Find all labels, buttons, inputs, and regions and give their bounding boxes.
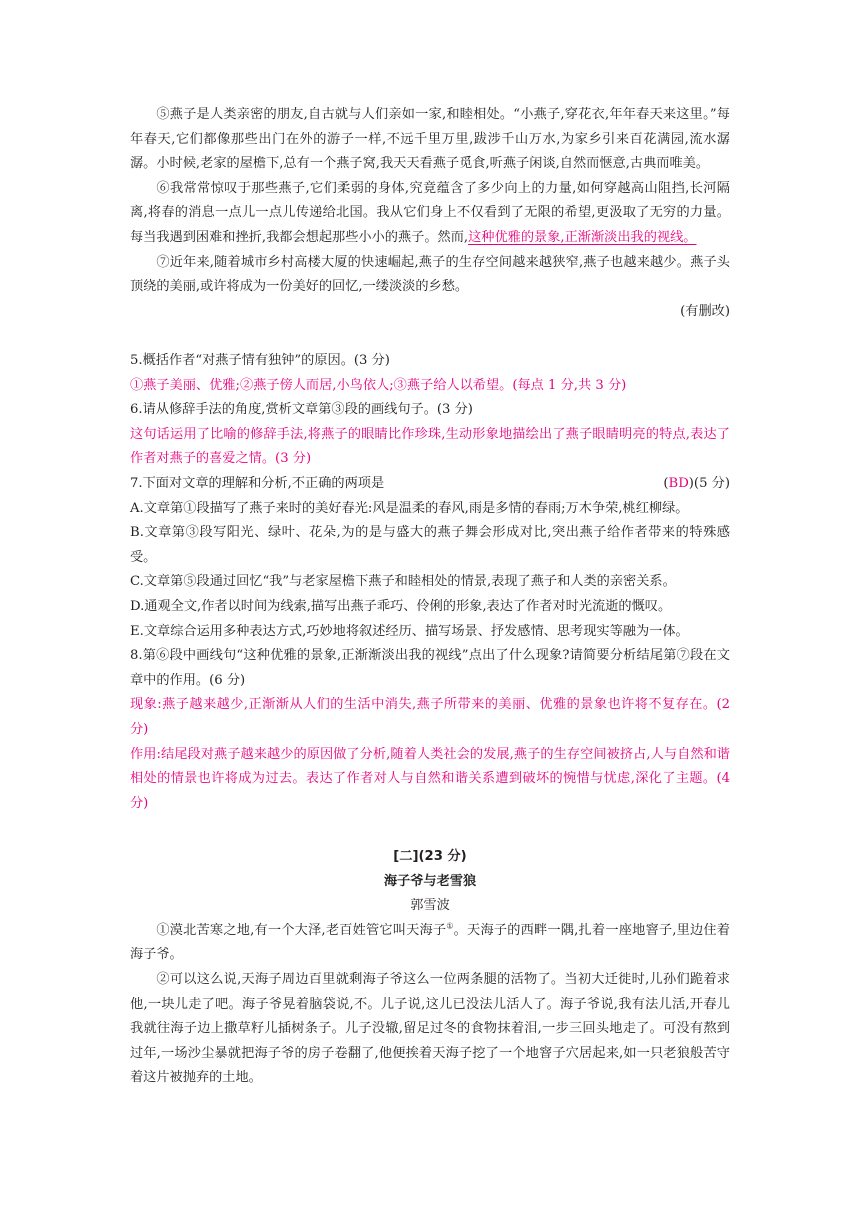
- answer-8-function: 作用:结尾段对燕子越来越少的原因做了分析,随着人类社会的发展,燕子的生存空间被挤占,人与自然和谐相处的情景也许将成为过去。表达了作者对人与自然和谐关系遭到破坏的惋惜与忧虑,深化了主题。(4 分): [130, 746, 730, 811]
- paragraph-5: ⑤燕子是人类亲密的朋友,自古就与人们亲如一家,和睦相处。“小燕子,穿花衣,年年春天来这里。”每年春天,它们都像那些出门在外的游子一样,不远千里万里,跋涉千山万水,为家乡引来百花满园,流水潺潺。小时候,老家的屋檐下,总有一个燕子窝,我天天看燕子觅食,听燕子闲谈,自然而惬意,古典而唯美。: [130, 107, 730, 172]
- answer-8-phenomenon: 现象:燕子越来越少,正渐渐从人们的生活中消失,燕子所带来的美丽、优雅的景象也许将不复存在。(2 分): [130, 697, 730, 737]
- section-two: [130, 845, 730, 1091]
- section-two-paragraph-2: ②可以这么说,天海子周边百里就剩海子爷这么一位两条腿的活物了。当初大迁徙时,儿孙们跪着求他,一块儿走了吧。海子爷晃着脑袋说,不。儿子说,这儿已没法儿活人了。海子爷说,我有法儿活,开春儿我就往海子边上撒草籽儿插树条子。儿子没辙,留足过冬的食物抹着泪,一步三回头地走了。可没有熬到过年,一场沙尘暴就把海子爷的房子卷翻了,他便挨着天海子挖了一个地窨子穴居起来,如一只老狼般苦守着这片被抛弃的土地。: [130, 971, 730, 1086]
- question-7-text: 7.下面对文章的理解和分析,不正确的两项是: [130, 475, 385, 491]
- section-two-header: [二](23 分): [393, 849, 467, 864]
- option-c: C.文章第⑤段通过回忆“我”与老家屋檐下燕子和睦相处的情景,表现了燕子和人类的亲密关系。: [130, 574, 676, 590]
- section-two-paragraph-1: ①漠北苦寒之地,有一个大泽,老百姓管它叫天海子①。天海子的西畔一隅,扎着一座地窨子,里边住着海子爷。: [130, 921, 730, 963]
- option-e: E.文章综合运用多种表达方式,巧妙地将叙述经历、描写场景、抒发感情、思考现实等融为一体。: [130, 623, 689, 639]
- answer-6: 这句话运用了比喻的修辞手法,将燕子的眼睛比作珍珠,生动形象地描绘出了燕子眼睛明亮的特点,表达了作者对燕子的喜爱之情。(3 分): [130, 426, 730, 467]
- article-part-one: [130, 103, 730, 324]
- paragraph-6: [130, 177, 730, 251]
- option-b: B.文章第③段写阳光、绿叶、花朵,为的是与盛大的燕子舞会形成对比,突出燕子给作者带来的特殊感受。: [130, 525, 730, 565]
- question-7-bracket: (BD)(5 分): [663, 475, 730, 491]
- answer-7: BD: [668, 475, 689, 491]
- questions-section: [130, 349, 730, 816]
- question-8: 8.第⑥段中画线句“这种优雅的景象,正渐渐淡出我的视线”点出了什么现象?请简要分析结尾第⑦段在文章中的作用。(6 分): [130, 648, 730, 688]
- question-6: 6.请从修辞手法的角度,赏析文章第③段的画线句子。(3 分): [130, 402, 473, 418]
- question-5: 5.概括作者“对燕子情有独钟”的原因。(3 分): [130, 353, 390, 368]
- paragraph-6-text: ⑥我常常惊叹于那些燕子,它们柔弱的身体,究竟蕴含了多少向上的力量,如何穿越高山阻挡,长河隔离,将春的消息一点儿一点儿传递给北国。我从它们身上不仅看到了无限的希望,更汲取了无穷的力量。每当我遇到困难和挫折,我都会想起那些小小的燕子。然而,: [130, 180, 730, 245]
- section-two-title: 海子爷与老雪狼: [383, 873, 477, 889]
- footnote-marker: ①: [446, 921, 454, 931]
- section-two-author: 郭雪波: [410, 898, 450, 914]
- option-a: A.文章第①段描写了燕子来时的美好春光:风是温柔的春风,雨是多情的春雨;万木争荣,桃红柳绿。: [130, 500, 689, 516]
- paragraph-6-underlined-sentence: 这种优雅的景象,正渐渐淡出我的视线。: [468, 229, 697, 245]
- question-7: [130, 472, 730, 497]
- option-d: D.通观全文,作者以时间为线索,描写出燕子乖巧、伶俐的形象,表达了作者对时光流逝的慨叹。: [130, 598, 672, 614]
- answer-5: ①燕子美丽、优雅;②燕子傍人而居,小鸟依人;③燕子给人以希望。(每点 1 分,共 3 分): [130, 377, 627, 393]
- paragraph-7: ⑦近年来,随着城市乡村高楼大厦的快速崛起,燕子的生存空间越来越狭窄,燕子也越来越少。燕子头顶绕的美丽,或许将成为一份美好的回忆,一缕淡淡的乡愁。: [130, 254, 730, 295]
- edit-note: (有删改): [680, 303, 730, 319]
